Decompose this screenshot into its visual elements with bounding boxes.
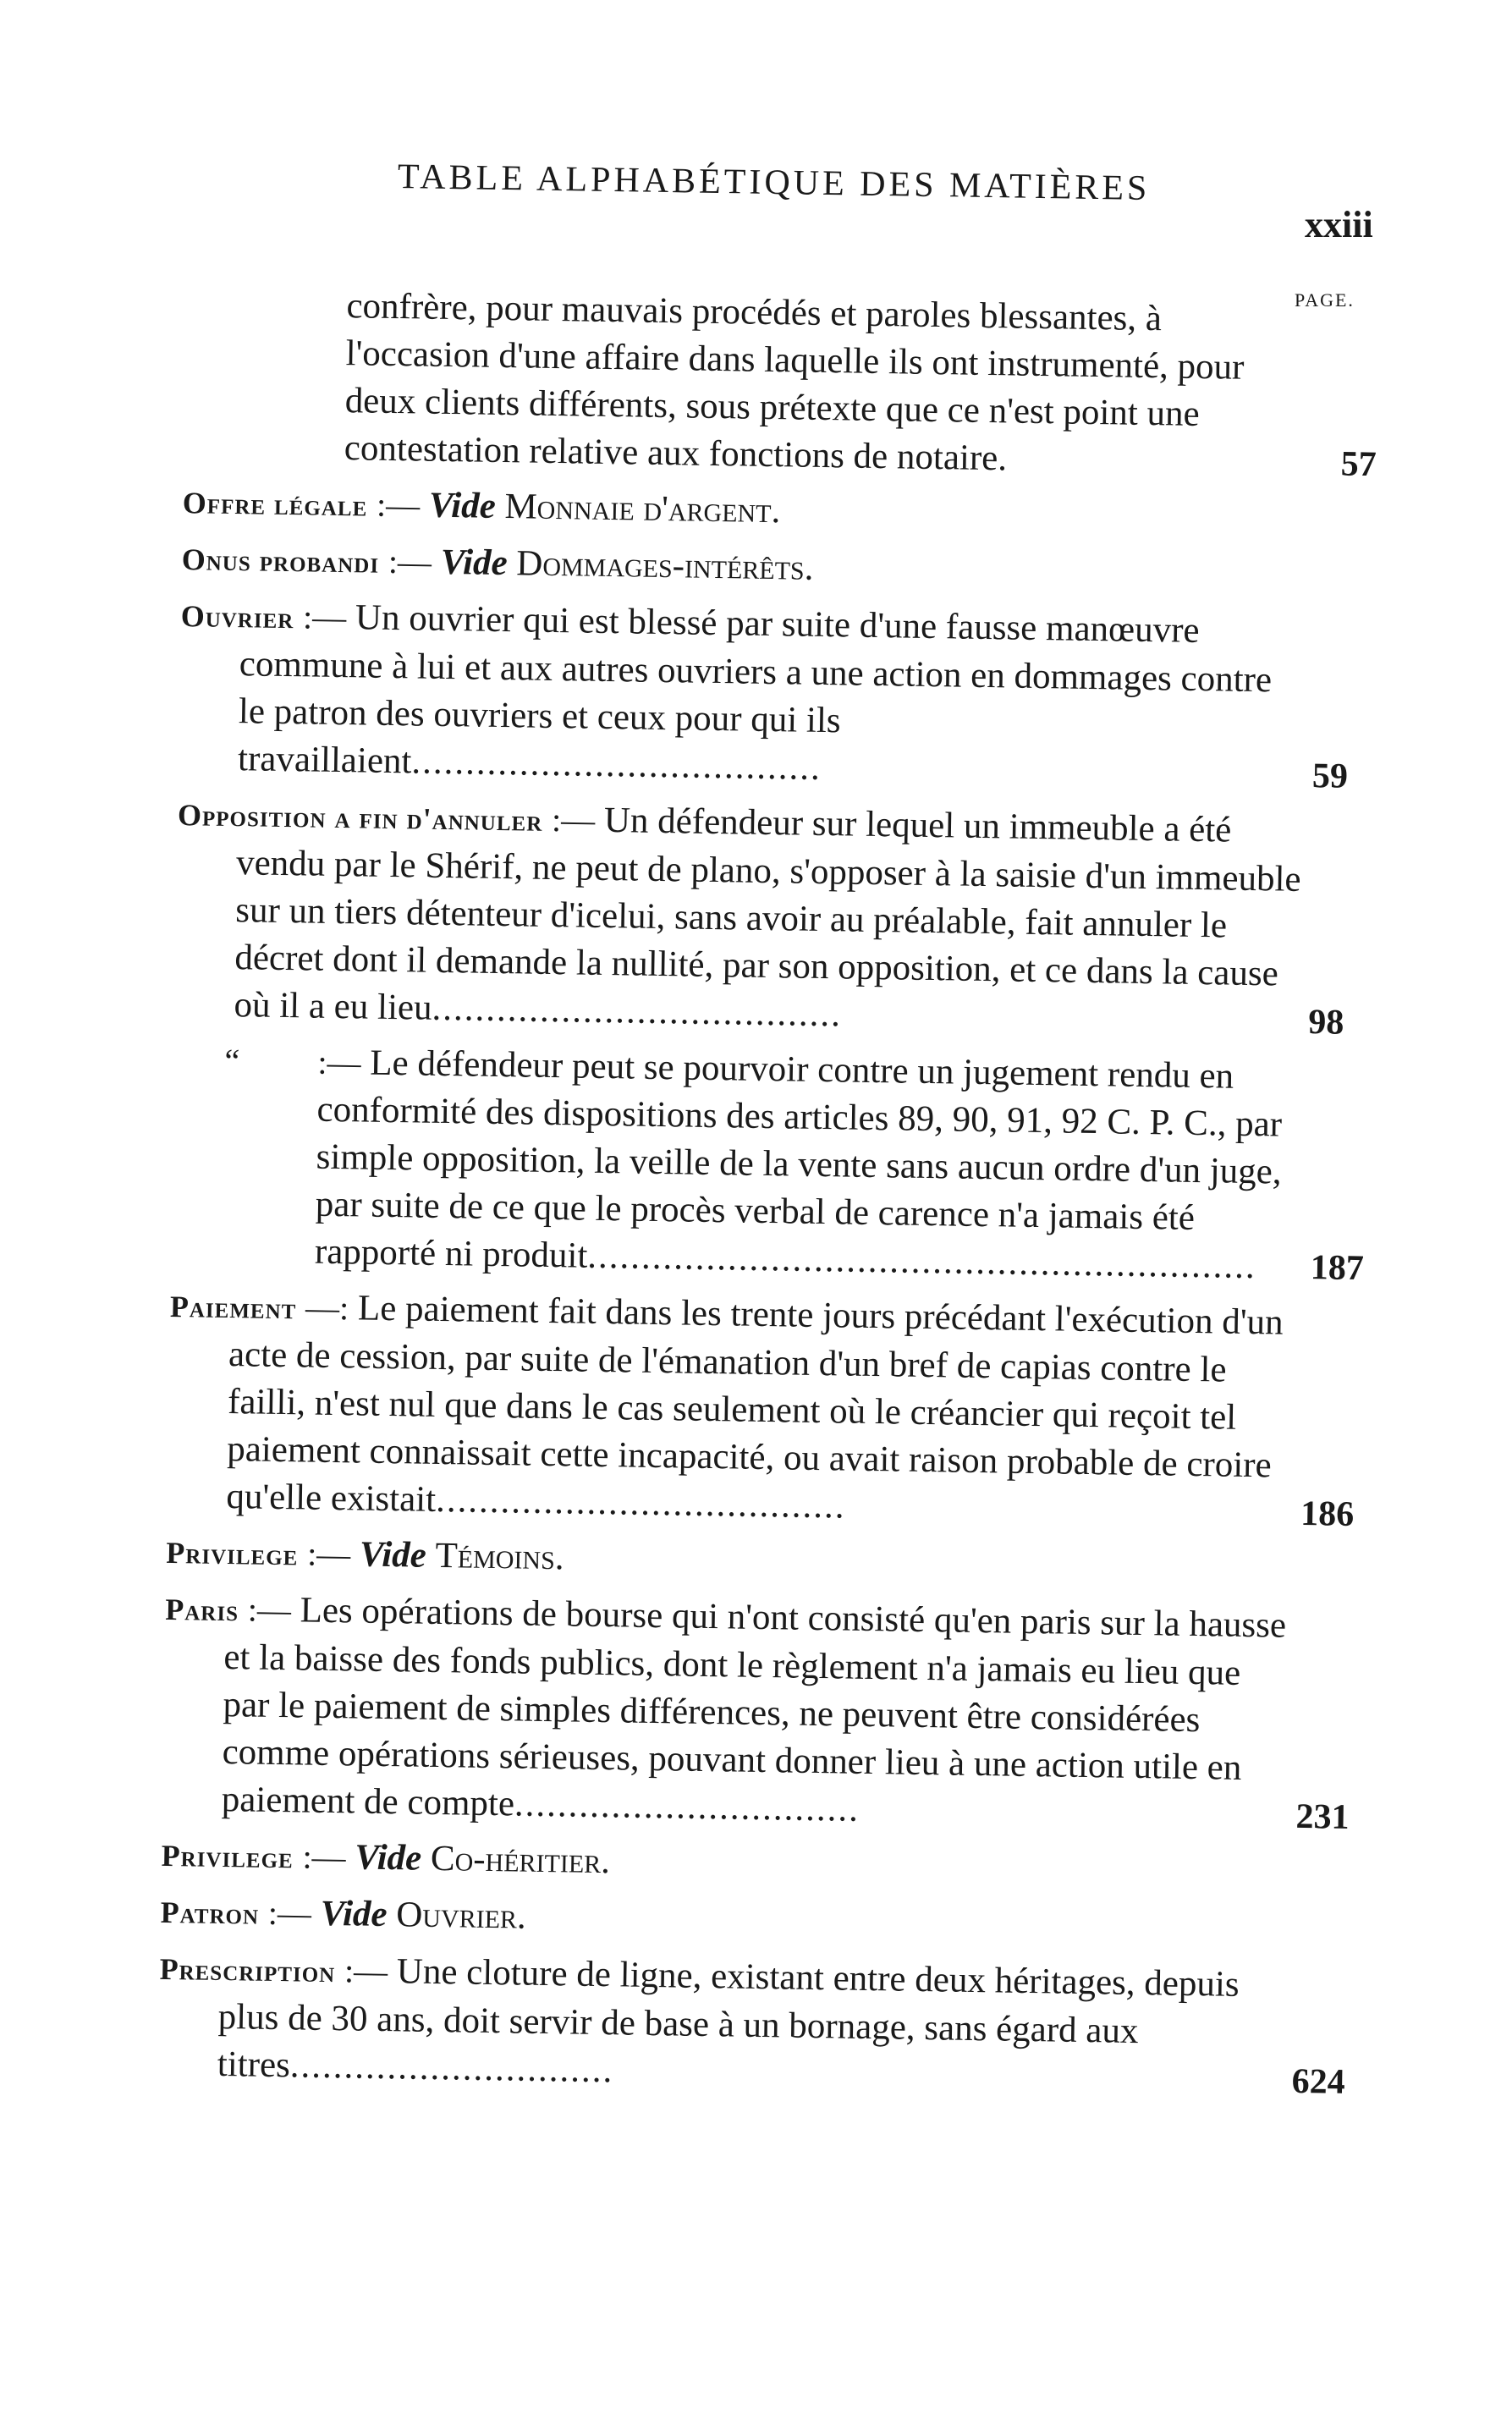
cross-reference: Dommages-intérêts. bbox=[515, 543, 814, 588]
entry-separator: :— bbox=[302, 597, 347, 637]
cross-reference: Monnaie d'argent. bbox=[504, 487, 781, 531]
entry-separator: :— bbox=[302, 1837, 347, 1877]
index-entry-paris bbox=[102, 1584, 1358, 1841]
ditto-mark: “ bbox=[224, 1041, 240, 1081]
entry-term: Paris bbox=[165, 1592, 239, 1628]
index-entry-opposition bbox=[115, 789, 1371, 1047]
index-entry-offre-legale bbox=[123, 477, 1376, 545]
entry-page-number: 186 bbox=[1300, 1494, 1355, 1534]
index-entry-ditto bbox=[112, 1036, 1367, 1292]
entry-separator: :— bbox=[247, 1590, 292, 1630]
index-entry-privilege-coheritier bbox=[102, 1830, 1355, 1898]
entry-separator: :— bbox=[306, 1534, 351, 1574]
entry-separator: —: bbox=[305, 1288, 349, 1328]
dot-leader: ...................................... bbox=[435, 1479, 846, 1527]
index-entry-patron bbox=[101, 1887, 1354, 1955]
dot-leader: ................................ bbox=[514, 1784, 860, 1829]
entry-term: Ouvrier bbox=[180, 599, 294, 635]
vide-label: Vide bbox=[355, 1837, 422, 1879]
entry-term: Privilege bbox=[161, 1838, 294, 1875]
index-entry-prescription bbox=[98, 1944, 1352, 2106]
entry-term: Prescription bbox=[159, 1951, 336, 1989]
dot-leader: .............................................................. bbox=[586, 1235, 1257, 1287]
dot-leader: ...................................... bbox=[411, 741, 822, 788]
entry-text: Le paiement fait dans les trente jours précédant l'exécution d'un acte de cession, par suite de l'émanation d'un bref de capias contre le failli, n'est nul que dans le cas seulement où le créancier qui reçoit tel paiement connaissait cette incapacité, ou avait raison probable de croire qu'elle existait bbox=[226, 1288, 1284, 1520]
dot-leader: .............................. bbox=[289, 2045, 614, 2091]
vide-label: Vide bbox=[440, 542, 508, 584]
vide-label: Vide bbox=[320, 1893, 388, 1935]
entry-separator: :— bbox=[267, 1893, 312, 1933]
entry-page-number: 57 bbox=[1340, 444, 1377, 485]
entry-page-number: 624 bbox=[1291, 2061, 1346, 2102]
cross-reference: Témoins. bbox=[435, 1535, 564, 1578]
page-column-label: PAGE. bbox=[1295, 289, 1355, 311]
index-entry-privilege-temoins bbox=[107, 1527, 1360, 1595]
entry-page-number: 59 bbox=[1311, 756, 1349, 796]
index-entry-continuation bbox=[124, 279, 1378, 488]
entry-term: Privilege bbox=[166, 1535, 299, 1572]
entry-term: Opposition a fin d'annuler bbox=[177, 798, 543, 838]
vide-label: Vide bbox=[428, 485, 497, 526]
entry-separator: :— bbox=[317, 1042, 361, 1082]
entry-text: Un défendeur sur lequel un immeuble a été vendu par le Shérif, ne peut de plano, s'opposer à la saisie d'un immeuble sur un tiers détenteur d'icelui, sans avoir au préalable, fait annuler le décret dont il demande la nullité, par son opposition, et ce dans la cause où il a eu lieu bbox=[234, 800, 1301, 1028]
entry-page-number: 98 bbox=[1308, 1003, 1344, 1042]
entry-term: Paiement bbox=[169, 1289, 297, 1326]
entry-separator: :— bbox=[344, 1951, 388, 1991]
page-number: xxiii bbox=[1305, 204, 1373, 245]
entry-text: Une cloture de ligne, existant entre deux héritages, depuis plus de 30 ans, doit servir de base à un bornage, sans égard aux titres bbox=[217, 1951, 1240, 2086]
entry-separator: :— bbox=[551, 800, 596, 839]
entry-separator: :— bbox=[376, 485, 421, 525]
index-entries bbox=[98, 279, 1379, 2115]
cross-reference: Ouvrier. bbox=[395, 1895, 527, 1937]
index-entry-ouvrier bbox=[119, 591, 1374, 800]
entry-term: Patron bbox=[160, 1895, 260, 1931]
running-title: TABLE ALPHABÉTIQUE DES MATIÈRES bbox=[397, 157, 1151, 208]
entry-term: Offre légale bbox=[182, 486, 368, 523]
entry-text: confrère, pour mauvais procédés et paroles blessantes, à l'occasion d'une affaire dans laquelle ils ont instrumenté, pour deux clients différents, sous prétexte que ce n'est point une contestation relative aux fonctions de notaire. bbox=[344, 286, 1245, 479]
entry-term: Onus probandi bbox=[181, 542, 380, 580]
entry-separator: :— bbox=[388, 542, 432, 581]
index-entry-onus-probandi bbox=[122, 534, 1375, 602]
entry-page-number: 231 bbox=[1295, 1796, 1350, 1837]
cross-reference: Co-héritier. bbox=[430, 1838, 611, 1882]
entry-text: Les opérations de bourse qui n'ont consisté qu'en paris sur la hausse et la baisse des fonds publics, dont le règlement n'a jamais eu lieu que par le paiement de simples différences, ne peuvent être considérées comme opérations sérieuses, pouvant donner lieu à une action utile en paiement de compte bbox=[221, 1590, 1287, 1824]
vide-label: Vide bbox=[359, 1534, 427, 1576]
entry-page-number: 187 bbox=[1310, 1248, 1365, 1289]
entry-text: Le défendeur peut se pourvoir contre un jugement rendu en conformité des dispositions des articles 89, 90, 91, 92 C. P. C., par simple opposition, la veille de la vente sans aucun ordre d'un juge, par suite de ce que le procès verbal de carence n'a jamais été rapporté ni produit bbox=[314, 1042, 1283, 1276]
dot-leader: ...................................... bbox=[432, 987, 843, 1035]
entry-text: Un ouvrier qui est blessé par suite d'une fausse manœuvre commune à lui et aux autres ouvriers a une action en dommages contre le patron des ouvriers et ceux pour qui ils travaillaient bbox=[237, 597, 1273, 782]
index-entry-paiement bbox=[107, 1281, 1363, 1538]
